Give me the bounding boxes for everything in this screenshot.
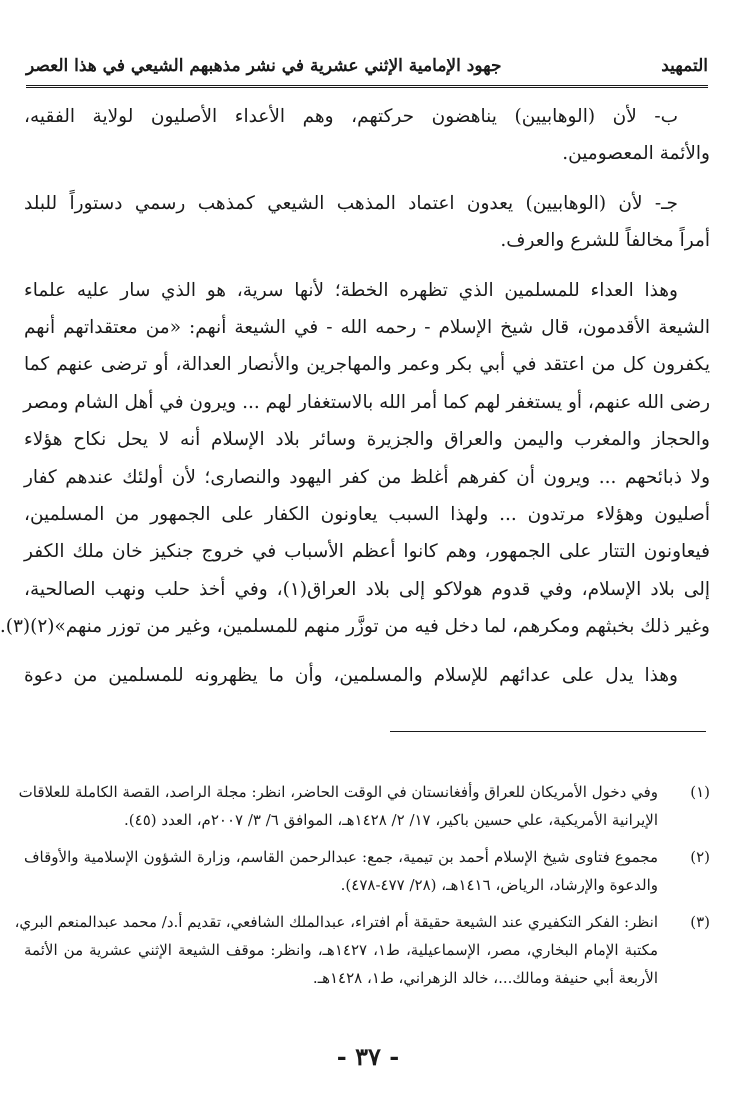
footnote-line: مكتبة الإمام البخاري، مصر، الإسماعيلية، ط١، ١٤٢٧هـ، وانظر: موقف الشيعة الإثني عشرية من الأئمة <box>24 941 658 959</box>
paragraph-b <box>24 98 710 173</box>
main-text <box>0 98 710 695</box>
footnote-line: وفي دخول الأمريكان للعراق وأفغانستان في الوقت الحاضر، انظر: مجلة الراصد، القصة الكاملة للعلاقات <box>18 783 658 801</box>
paragraph-quote <box>0 272 710 646</box>
footnote <box>24 843 710 899</box>
footnotes <box>14 778 710 1001</box>
header-rule <box>26 85 708 88</box>
text-line: فيعاونون التتار على الجمهور، وهم كانوا أعظم الأسباب في خروج جنكيز خان ملك الكفر <box>24 541 710 563</box>
text-line: أصليون وهؤلاء مرتدون ... ولهذا السبب يعاونون الكفار على الجمهور من المسلمين، <box>24 503 710 525</box>
text-line: ب- لأن (الوهابيين) يناهضون حركتهم، وهم الأعداء الأصليون لولاية الفقيه، <box>24 106 678 127</box>
book-title: جهود الإمامية الإثني عشرية في نشر مذهبهم الشيعي في هذا العصر <box>26 56 502 76</box>
text-line: جـ- لأن (الوهابيين) يعدون اعتماد المذهب الشيعي كمذهب رسمي دستوراً للبلد <box>24 192 678 214</box>
text-line: وهذا يدل على عدائهم للإسلام والمسلمين، وأن ما يظهرونه للمسلمين من دعوة <box>24 665 678 687</box>
paragraph-conclusion <box>24 657 710 694</box>
footnote <box>14 908 710 992</box>
footnote-number: (٢) <box>690 848 710 866</box>
running-header <box>26 50 708 86</box>
text-line: أمراً مخالفاً للشرع والعرف. <box>500 230 710 252</box>
text-line: وغير ذلك بخبثهم ومكرهم، لما دخل فيه من توزَّر منهم للمسلمين، وغير من توزر منهم»(٢)(٣). <box>0 616 710 638</box>
footnote-line: انظر: الفكر التكفيري عند الشيعة حقيقة أم افتراء، عبدالملك الشافعي، تقديم أ.د/ محمد عبدالمنعم البري، <box>14 913 658 931</box>
text-line: يكفرون كل من اعتقد في أبي بكر وعمر والمهاجرين والأنصار العدالة، أو ترضى عنهم كما <box>24 354 710 376</box>
text-line: وهذا العداء للمسلمين الذي تظهره الخطة؛ لأنها سرية، هو الذي سار عليه علماء <box>24 279 678 301</box>
text-line: والأئمة المعصومين. <box>562 143 710 165</box>
text-line: رضى الله عنهم، أو يستغفر لهم كما أمر الله بالاستغفار لهم ... ويرون في أهل الشام ومصر <box>23 391 710 413</box>
text-line: إلى بلاد الإسلام، وفي قدوم هولاكو إلى بلاد العراق(١)، وفي أخذ حلب ونهب الصالحية، <box>24 578 710 600</box>
paragraph-c <box>24 185 710 260</box>
footnote-line: الأربعة أبي حنيفة ومالك...، خالد الزهراني، ط١، ١٤٢٨هـ. <box>312 969 658 987</box>
section-title: التمهيد <box>661 56 708 76</box>
text-line: والحجاز والمغرب واليمن والعراق والجزيرة وسائر بلاد الإسلام أنه لا يحل نكاح هؤلاء <box>24 429 710 451</box>
footnote-separator <box>390 731 706 732</box>
page-number: - ٣٧ - <box>336 1042 400 1071</box>
text-line: الشيعة الأقدمون، قال شيخ الإسلام - رحمه الله - في الشيعة أنهم: «من معتقداتهم أنهم <box>24 316 710 338</box>
footnote-line: الإيرانية الأمريكية، علي حسين باكير، ١٧/ ٢/ ١٤٢٨هـ، الموافق ٦/ ٣/ ٢٠٠٧م، العدد (٤٥). <box>124 811 658 829</box>
footnote <box>18 778 710 834</box>
footnote-number: (٣) <box>690 913 710 931</box>
footnote-number: (١) <box>690 783 710 801</box>
text-line: ولا ذبائحهم ... ويرون أن كفرهم أغلظ من كفر اليهود والنصارى؛ لأن أولئك عندهم كفار <box>24 466 710 488</box>
footnote-line: مجموع فتاوى شيخ الإسلام أحمد بن تيمية، جمع: عبدالرحمن القاسم، وزارة الشؤون الإسلامية والأوقاف <box>24 848 658 866</box>
footnote-line: والدعوة والإرشاد، الرياض، ١٤١٦هـ، (٢٨/ ٤٧٧-٤٧٨). <box>340 876 658 894</box>
